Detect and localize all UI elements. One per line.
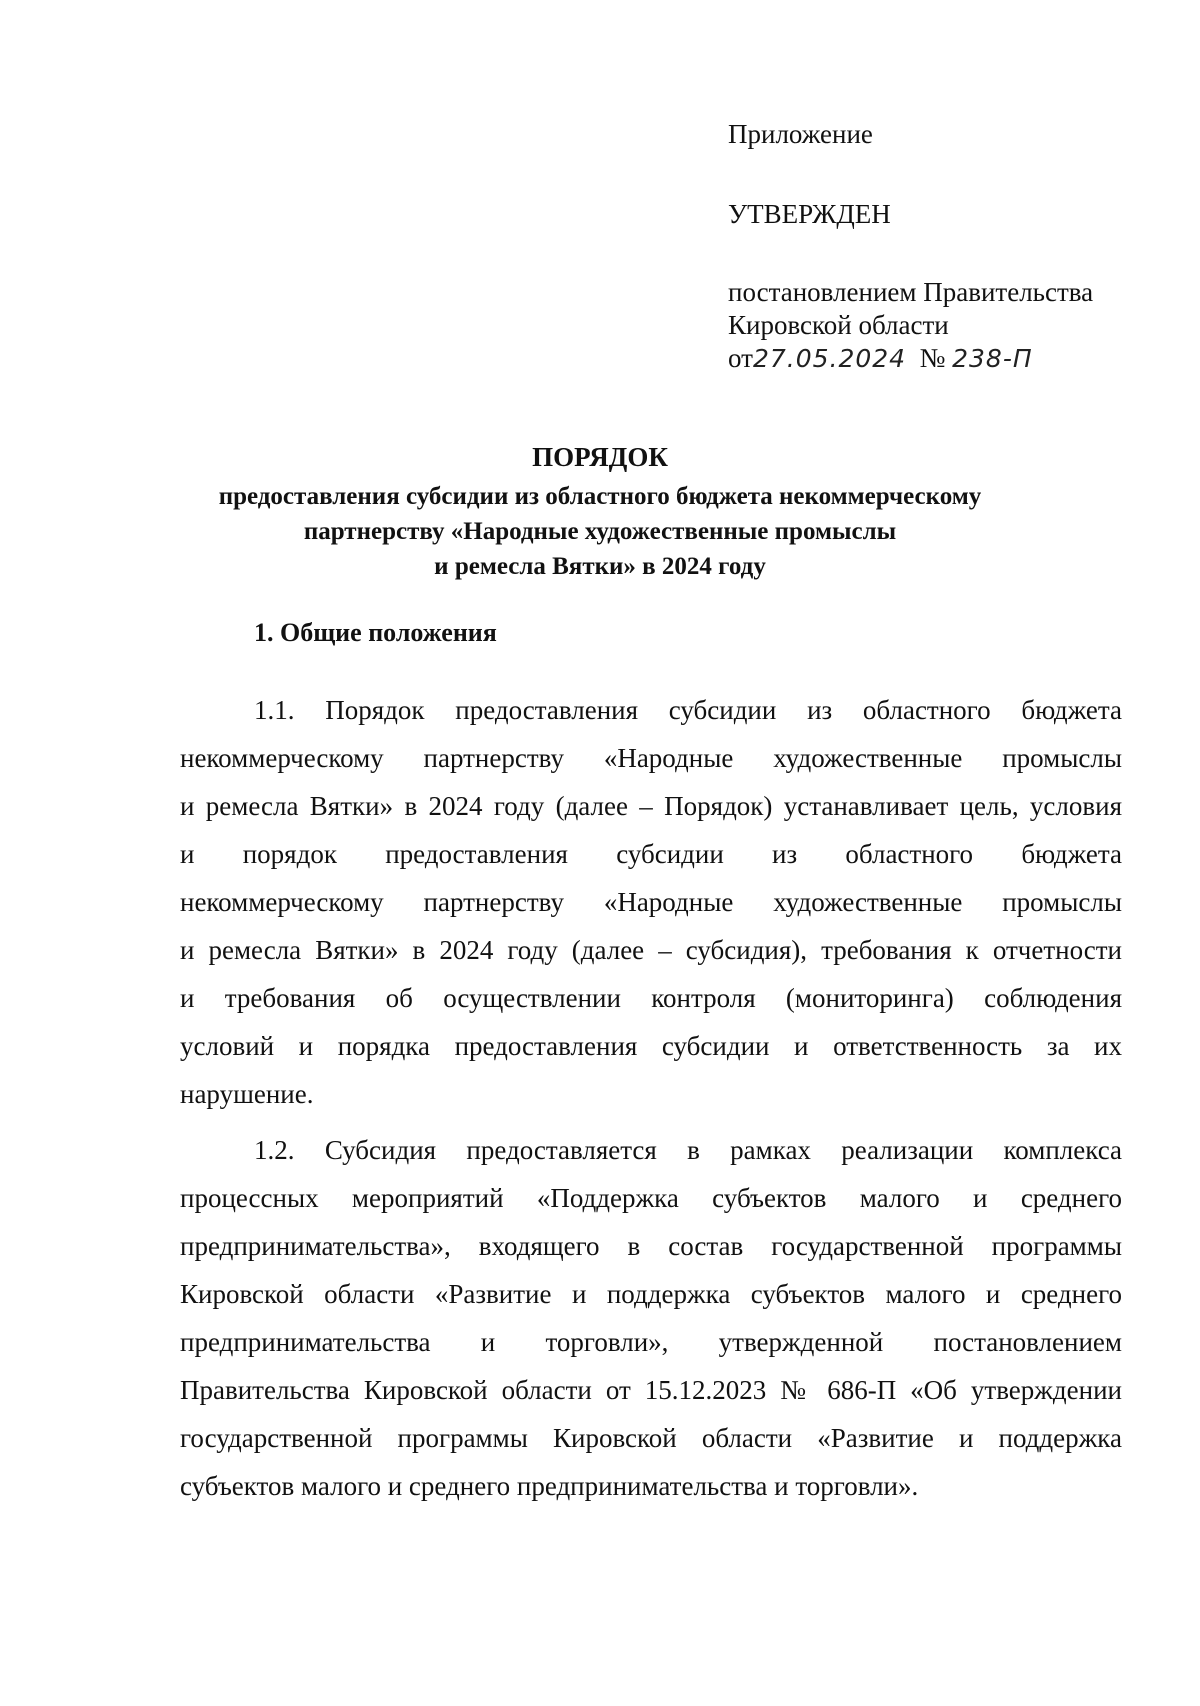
paragraph-line: предпринимательства», входящего в состав государственной программы — [180, 1231, 1122, 1261]
decree-reference — [728, 276, 1093, 375]
title-line: предоставления субсидии из областного бюджета некоммерческому — [218, 483, 982, 510]
approved-stamp-label: УТВЕРЖДЕН — [728, 199, 891, 229]
decree-date-number-line — [728, 342, 1093, 375]
title-line: партнерству «Народные художественные промыслы — [303, 518, 897, 545]
paragraph-line: государственной программы Кировской области «Развитие и поддержка — [180, 1423, 1122, 1453]
paragraph-line: и требования об осуществлении контроля (мониторинга) соблюдения — [180, 983, 1122, 1013]
number-prefix: № — [919, 343, 946, 373]
paragraph-line: субъектов малого и среднего предпринимательства и торговли». — [180, 1471, 919, 1501]
paragraph-line: 1.2. Субсидия предоставляется в рамках реализации комплекса — [254, 1135, 1122, 1165]
decree-line-1: постановлением Правительства — [728, 277, 1094, 307]
title-main: ПОРЯДОК — [532, 442, 668, 472]
title-line: и ремесла Вятки» в 2024 году — [434, 553, 766, 580]
decree-number-handwritten: 238-П — [952, 344, 1033, 373]
paragraph-line: Правительства Кировской области от 15.12.2023 № 686-П «Об утверждении — [180, 1375, 1122, 1405]
paragraph-line: некоммерческому партнерству «Народные художественные промыслы — [180, 743, 1122, 773]
paragraph-line: 1.1. Порядок предоставления субсидии из областного бюджета — [254, 695, 1122, 725]
decree-line-2: Кировской области — [728, 310, 949, 340]
appendix-label: Приложение — [728, 119, 873, 149]
paragraph-1-2 — [180, 1126, 1122, 1510]
paragraph-line: и ремесла Вятки» в 2024 году (далее – Порядок) устанавливает цель, условия — [180, 791, 1122, 821]
paragraph-line: и порядок предоставления субсидии из областного бюджета — [180, 839, 1122, 869]
paragraph-line: процессных мероприятий «Поддержка субъектов малого и среднего — [180, 1183, 1122, 1213]
paragraph-line: предпринимательства и торговли», утвержденной постановлением — [180, 1327, 1122, 1357]
paragraph-line: и ремесла Вятки» в 2024 году (далее – субсидия), требования к отчетности — [180, 935, 1122, 965]
document-title — [180, 440, 1020, 584]
paragraph-1-1 — [180, 686, 1122, 1118]
paragraph-line: нарушение. — [180, 1079, 314, 1109]
section-heading: 1. Общие положения — [254, 618, 497, 647]
date-prefix: от — [728, 343, 753, 373]
paragraph-line: некоммерческому партнерству «Народные художественные промыслы — [180, 887, 1122, 917]
paragraph-line: условий и порядка предоставления субсидии и ответственность за их — [180, 1031, 1122, 1061]
paragraph-line: Кировской области «Развитие и поддержка субъектов малого и среднего — [180, 1279, 1122, 1309]
decree-date-handwritten: 27.05.2024 — [752, 344, 907, 373]
